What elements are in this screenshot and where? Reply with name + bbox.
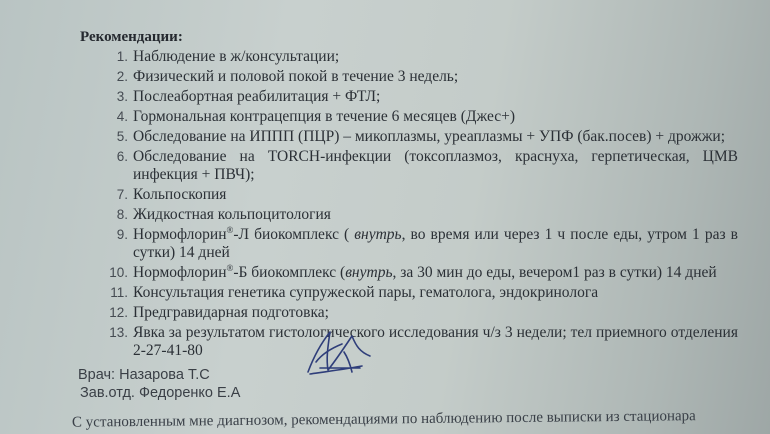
- dosage-text: , за 30 мин до еды, вечером1 раз в сутки) 14 дней: [392, 263, 717, 281]
- list-item: [98, 324, 738, 360]
- item-number: 6.: [116, 149, 128, 165]
- list-item: [98, 88, 738, 107]
- item-number: 7.: [116, 187, 128, 203]
- item-text: Предгравидарная подготовка;: [133, 304, 329, 322]
- item-number: 11.: [110, 284, 128, 300]
- item-number: 2.: [116, 69, 128, 85]
- item-text: [133, 264, 738, 283]
- list-item: [98, 186, 738, 205]
- list-item: [98, 68, 738, 87]
- item-number: 13.: [109, 325, 128, 341]
- dosage-text: , во время или через 1 ч после еды, утром 1 раз в сутки) 14 дней: [133, 226, 738, 262]
- item-number: 1.: [116, 49, 128, 64]
- item-text: Жидкостная кольпоцитология: [133, 206, 331, 224]
- list-item: [98, 304, 738, 323]
- route-text: внутрь: [345, 263, 393, 281]
- list-item: [98, 264, 738, 283]
- item-text: Явка за результатом гистологического исследования ч/з 3 недели; тел приемного отделения 2-27-41-80: [133, 324, 738, 360]
- list-item: [98, 284, 738, 303]
- drug-name: Нормофлорин: [133, 263, 227, 281]
- consent-text: С установленным мне диагнозом, рекомендациями по наблюдению после выписки из стационара: [71, 408, 696, 431]
- item-text: Обследование на ИППП (ПЦР) – микоплазмы, уреаплазмы + УПФ (бак.посев) + дрожжи;: [133, 128, 726, 146]
- doctor-name: Врач: Назарова Т.С: [78, 367, 210, 383]
- drug-type: -Б биокомплекс (: [233, 263, 346, 281]
- drug-name: Нормофлорин: [133, 226, 227, 244]
- item-number: 10.: [109, 264, 128, 280]
- registered-mark: ®: [226, 262, 234, 273]
- list-item: [98, 206, 738, 225]
- list-item: [98, 48, 738, 67]
- item-text: Наблюдение в ж/консультации;: [133, 48, 340, 65]
- item-number: 3.: [116, 89, 128, 105]
- item-number: 8.: [116, 207, 128, 223]
- department-head-name: Зав.отд. Федоренко Е.А: [80, 385, 241, 401]
- item-text: Кольпоскопия: [133, 186, 227, 204]
- item-text: [133, 226, 738, 262]
- drug-type: -Л биокомплекс (: [233, 226, 355, 244]
- item-text: Консультация генетика супружеской пары, гематолога, эндокринолога: [133, 283, 599, 301]
- signature-image: [300, 322, 380, 380]
- recommendations-list: [98, 48, 738, 362]
- item-number: 9.: [116, 227, 128, 243]
- registered-mark: ®: [226, 225, 234, 236]
- item-text: Физический и половой покой в течение 3 недель;: [133, 68, 459, 86]
- list-item: [98, 108, 738, 127]
- item-number: 12.: [109, 305, 128, 321]
- list-item: [98, 226, 738, 262]
- route-text: внутрь: [354, 226, 402, 244]
- item-number: 4.: [116, 109, 128, 125]
- item-text: Послеабортная реабилитация + ФТЛ;: [133, 88, 381, 106]
- item-text: Обследование на TORCH-инфекции (токсоплазмоз, краснуха, герпетическая, ЦМВ инфекция + ПВЧ);: [133, 148, 738, 184]
- recommendations-heading: Рекомендации:: [80, 29, 183, 45]
- list-item: [98, 128, 738, 147]
- item-text: Гормональная контрацепция в течение 6 месяцев (Джес+): [133, 108, 516, 126]
- list-item: [98, 148, 738, 184]
- item-number: 5.: [116, 129, 128, 145]
